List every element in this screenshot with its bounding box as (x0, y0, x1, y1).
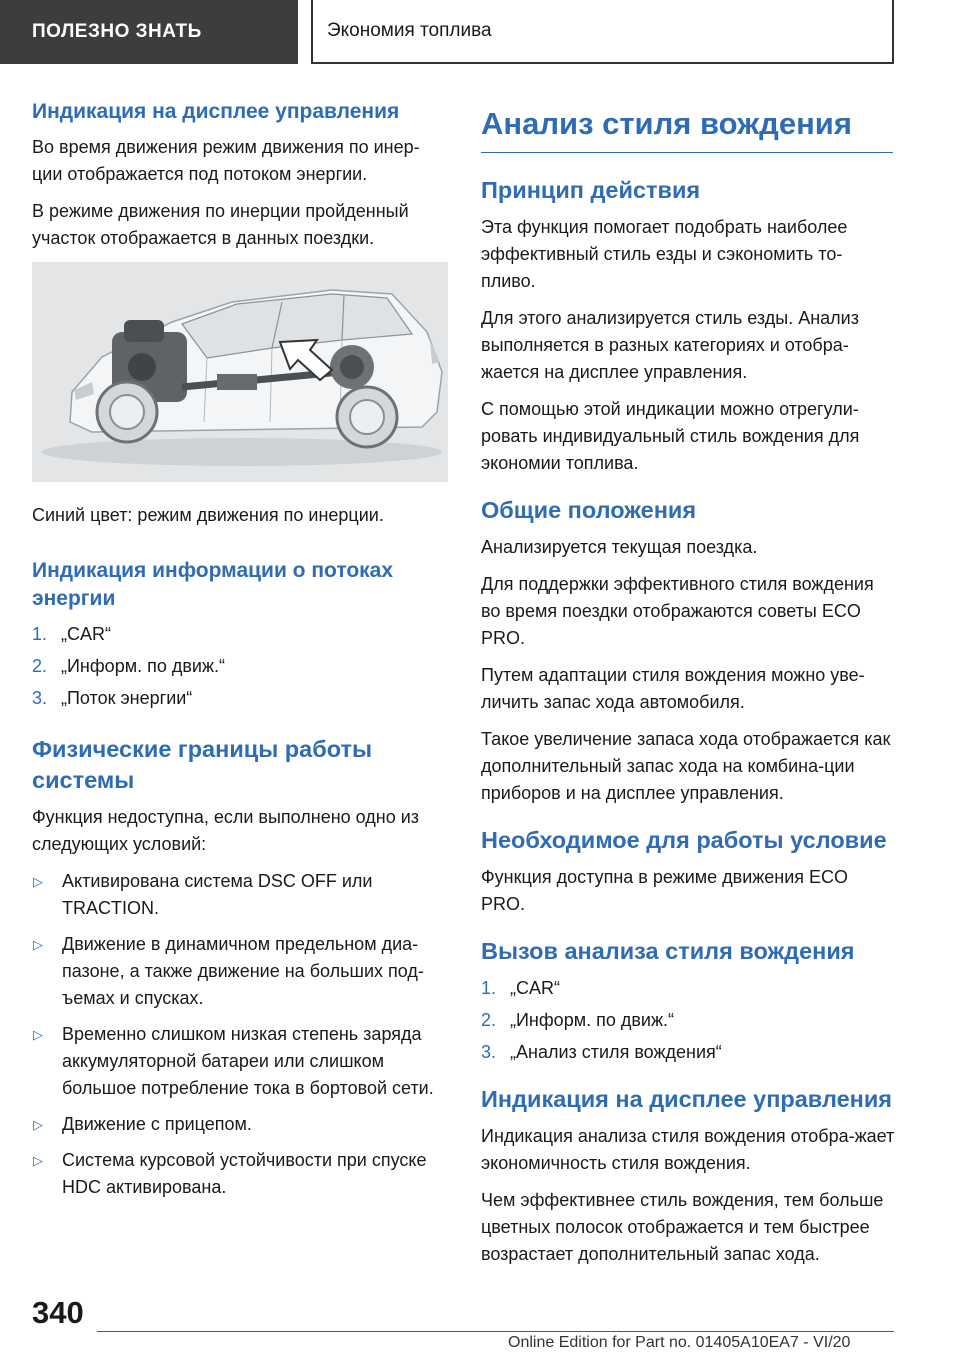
paragraph: Функция недоступна, если выполнено одно из следующих условий: (32, 807, 420, 854)
list-number: 2. (481, 1010, 497, 1030)
paragraph: Анализируется текущая поездка. (481, 537, 758, 557)
page-number: 340 (32, 1295, 84, 1330)
list-text: Активирована система DSC OFF или TRACTION. (62, 871, 373, 918)
section-heading: Физические границы работы системы (32, 736, 373, 793)
right-column (481, 104, 897, 1278)
left-column (32, 98, 448, 1210)
paragraph: Во время движения режим движения по инер-ции отображается под потоком энергии. (32, 137, 420, 184)
numbered-list (32, 621, 448, 712)
paragraph: Для поддержки эффективного стиля вождения во время поездки отображаются советы ECO PRO. (481, 574, 874, 648)
list-item (32, 653, 448, 680)
triangle-right-outline-icon: ▷ (33, 1027, 43, 1042)
triangle-right-outline-icon: ▷ (33, 874, 43, 889)
paragraph: Чем эффективнее стиль вождения, тем больше цветных полосок отображается и тем быстрее возрастает дополнительный запас хода. (481, 1190, 884, 1264)
section-heading: Необходимое для работы условие (481, 827, 887, 853)
triangle-right-outline-icon: ▷ (33, 1117, 43, 1132)
list-item (32, 685, 448, 712)
section-tab (0, 0, 298, 64)
figure-caption: Синий цвет: режим движения по инерции. (32, 505, 384, 525)
car-powertrain-illustration (32, 262, 448, 482)
list-item (32, 1111, 448, 1138)
section-title: ПОЛЕЗНО ЗНАТЬ (32, 21, 202, 42)
list-item (481, 1007, 897, 1034)
triangle-right-outline-icon: ▷ (33, 1153, 43, 1168)
edition-note: Online Edition for Part no. 01405A10EA7 - VI/20 (508, 1334, 851, 1351)
list-number: 3. (32, 688, 48, 708)
list-item (32, 621, 448, 648)
list-text: Движение в динамичном предельном диа-пазоне, а также движение на больших под-ъемах и спусках. (62, 934, 424, 1008)
page-title: Анализ стиля вождения (481, 106, 852, 141)
triangle-right-outline-icon: ▷ (33, 937, 43, 952)
list-item (481, 975, 897, 1002)
bullet-list (32, 868, 448, 1201)
section-heading: Общие положения (481, 497, 697, 523)
list-text: „Поток энергии“ (61, 688, 193, 708)
list-item (32, 1147, 448, 1201)
paragraph: Эта функция помогает подобрать наиболее эффективный стиль езды и сэкономить то-пливо. (481, 217, 848, 291)
section-heading: Индикация на дисплее управления (32, 100, 400, 123)
chapter-tab (311, 0, 894, 64)
list-number: 1. (32, 624, 48, 644)
list-number: 3. (481, 1042, 497, 1062)
list-item (481, 1039, 897, 1066)
list-text: „CAR“ (61, 624, 111, 644)
list-item (32, 868, 448, 922)
list-number: 2. (32, 656, 48, 676)
list-text: „Информ. по движ.“ (61, 656, 225, 676)
section-heading: Индикация на дисплее управления (481, 1086, 892, 1112)
list-item (32, 931, 448, 1012)
paragraph: С помощью этой индикации можно отрегули-ровать индивидуальный стиль вождения для экономии топлива. (481, 399, 860, 473)
paragraph: Путем адаптации стиля вождения можно уве-личить запас хода автомобиля. (481, 665, 865, 712)
list-number: 1. (481, 978, 497, 998)
chapter-title: Экономия топлива (327, 20, 492, 41)
title-divider (481, 152, 893, 153)
paragraph: Такое увеличение запаса хода отображается как дополнительный запас хода на комбина-ции приборов и на дисплее управления. (481, 729, 891, 803)
list-text: Система курсовой устойчивости при спуске HDC активирована. (62, 1150, 427, 1197)
paragraph: Для этого анализируется стиль езды. Анализ выполняется в разных категориях и отобра-жается на дисплее управления. (481, 308, 859, 382)
numbered-list (481, 975, 897, 1066)
section-heading: Индикация информации о потоках энергии (32, 559, 394, 610)
car-illustration (32, 262, 448, 482)
list-item (32, 1021, 448, 1102)
paragraph: Функция доступна в режиме движения ECO PRO. (481, 867, 849, 914)
list-text: „Информ. по движ.“ (510, 1010, 674, 1030)
list-text: „Анализ стиля вождения“ (510, 1042, 722, 1062)
paragraph: В режиме движения по инерции пройденный участок отображается в данных поездки. (32, 201, 409, 248)
list-text: „CAR“ (510, 978, 560, 998)
section-heading: Вызов анализа стиля вождения (481, 938, 855, 964)
section-heading: Принцип действия (481, 177, 701, 203)
paragraph: Индикация анализа стиля вождения отобра-жает экономичность стиля вождения. (481, 1126, 895, 1173)
list-text: Временно слишком низкая степень заряда аккумуляторной батареи или слишком большое потребление тока в бортовой сети. (62, 1024, 434, 1098)
list-text: Движение с прицепом. (62, 1114, 252, 1134)
footer-divider (97, 1331, 894, 1332)
